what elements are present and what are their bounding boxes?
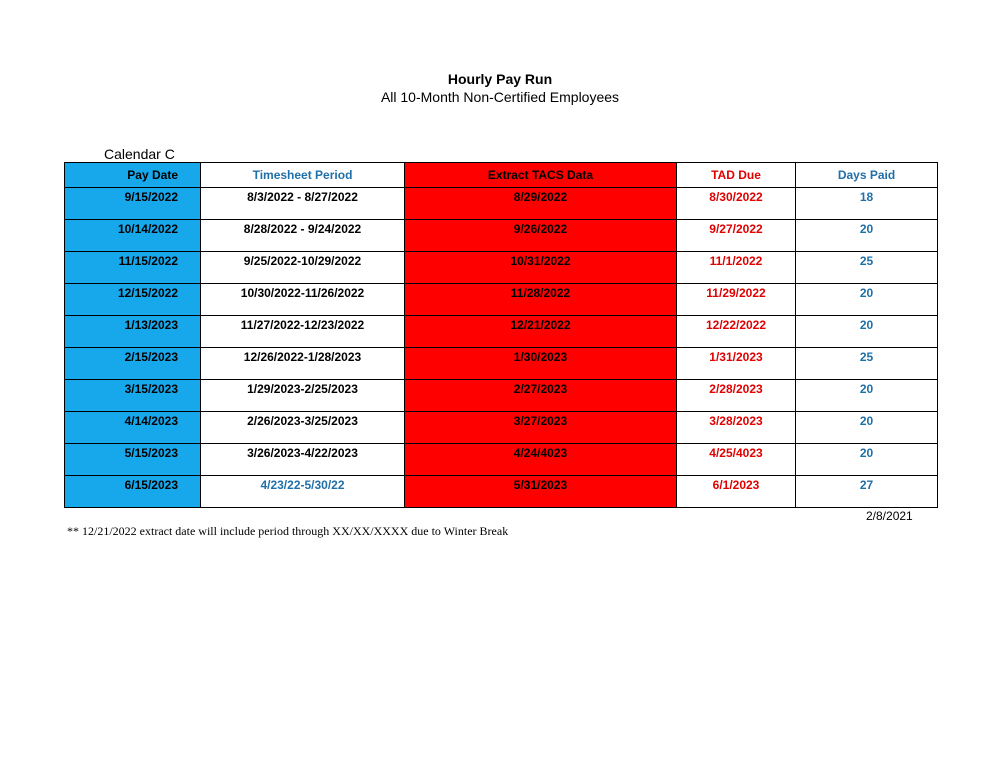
days-paid-cell: 20	[796, 412, 938, 444]
timesheet-period-cell: 8/3/2022 - 8/27/2022	[201, 188, 405, 220]
days-paid-cell: 25	[796, 348, 938, 380]
days-paid-cell: 20	[796, 316, 938, 348]
timesheet-period-cell: 12/26/2022-1/28/2023	[201, 348, 405, 380]
tad-due-cell: 6/1/2023	[677, 476, 796, 508]
pay-date-cell: 12/15/2022	[65, 284, 201, 316]
page-title: Hourly Pay Run	[447, 71, 553, 87]
table-row	[65, 220, 938, 252]
page-subtitle: All 10-Month Non-Certified Employees	[380, 89, 620, 105]
column-header-extract-tacs-data: Extract TACS Data	[405, 163, 677, 188]
column-header-tad-due: TAD Due	[677, 163, 796, 188]
extract-date-cell: 10/31/2022	[405, 252, 677, 284]
days-paid-cell: 20	[796, 220, 938, 252]
tad-due-cell: 11/29/2022	[677, 284, 796, 316]
days-paid-cell: 20	[796, 380, 938, 412]
pay-schedule-table	[64, 162, 938, 508]
date-stamp: 2/8/2021	[866, 509, 913, 523]
tad-due-cell: 11/1/2022	[677, 252, 796, 284]
table-row	[65, 252, 938, 284]
pay-date-cell: 6/15/2023	[65, 476, 201, 508]
extract-date-cell: 12/21/2022	[405, 316, 677, 348]
extract-date-cell: 4/24/4023	[405, 444, 677, 476]
pay-date-cell: 5/15/2023	[65, 444, 201, 476]
column-header-pay-date: Pay Date	[65, 163, 201, 188]
days-paid-cell: 27	[796, 476, 938, 508]
extract-date-cell: 11/28/2022	[405, 284, 677, 316]
days-paid-cell: 20	[796, 444, 938, 476]
extract-date-cell: 9/26/2022	[405, 220, 677, 252]
timesheet-period-cell: 4/23/22-5/30/22	[201, 476, 405, 508]
extract-date-cell: 5/31/2023	[405, 476, 677, 508]
extract-date-cell: 1/30/2023	[405, 348, 677, 380]
tad-due-cell: 8/30/2022	[677, 188, 796, 220]
column-header-timesheet-period: Timesheet Period	[201, 163, 405, 188]
pay-date-cell: 2/15/2023	[65, 348, 201, 380]
timesheet-period-cell: 9/25/2022-10/29/2022	[201, 252, 405, 284]
pay-date-cell: 4/14/2023	[65, 412, 201, 444]
column-header-days-paid: Days Paid	[796, 163, 938, 188]
table-row	[65, 444, 938, 476]
timesheet-period-cell: 10/30/2022-11/26/2022	[201, 284, 405, 316]
tad-due-cell: 2/28/2023	[677, 380, 796, 412]
pay-date-cell: 1/13/2023	[65, 316, 201, 348]
table-header-row	[65, 163, 938, 188]
table-row	[65, 412, 938, 444]
table-row	[65, 348, 938, 380]
table-row	[65, 380, 938, 412]
days-paid-cell: 18	[796, 188, 938, 220]
table-row	[65, 284, 938, 316]
extract-date-cell: 8/29/2022	[405, 188, 677, 220]
tad-due-cell: 9/27/2022	[677, 220, 796, 252]
tad-due-cell: 1/31/2023	[677, 348, 796, 380]
tad-due-cell: 4/25/4023	[677, 444, 796, 476]
extract-date-cell: 2/27/2023	[405, 380, 677, 412]
pay-date-cell: 10/14/2022	[65, 220, 201, 252]
pay-date-cell: 11/15/2022	[65, 252, 201, 284]
timesheet-period-cell: 8/28/2022 - 9/24/2022	[201, 220, 405, 252]
table-row	[65, 316, 938, 348]
calendar-label: Calendar C	[104, 146, 175, 162]
pay-date-cell: 3/15/2023	[65, 380, 201, 412]
table-row	[65, 476, 938, 508]
timesheet-period-cell: 3/26/2023-4/22/2023	[201, 444, 405, 476]
table-row	[65, 188, 938, 220]
timesheet-period-cell: 11/27/2022-12/23/2022	[201, 316, 405, 348]
timesheet-period-cell: 1/29/2023-2/25/2023	[201, 380, 405, 412]
extract-date-cell: 3/27/2023	[405, 412, 677, 444]
days-paid-cell: 20	[796, 284, 938, 316]
footnote: ** 12/21/2022 extract date will include period through XX/XX/XXXX due to Winter Break	[67, 524, 509, 538]
timesheet-period-cell: 2/26/2023-3/25/2023	[201, 412, 405, 444]
tad-due-cell: 12/22/2022	[677, 316, 796, 348]
pay-date-cell: 9/15/2022	[65, 188, 201, 220]
tad-due-cell: 3/28/2023	[677, 412, 796, 444]
days-paid-cell: 25	[796, 252, 938, 284]
